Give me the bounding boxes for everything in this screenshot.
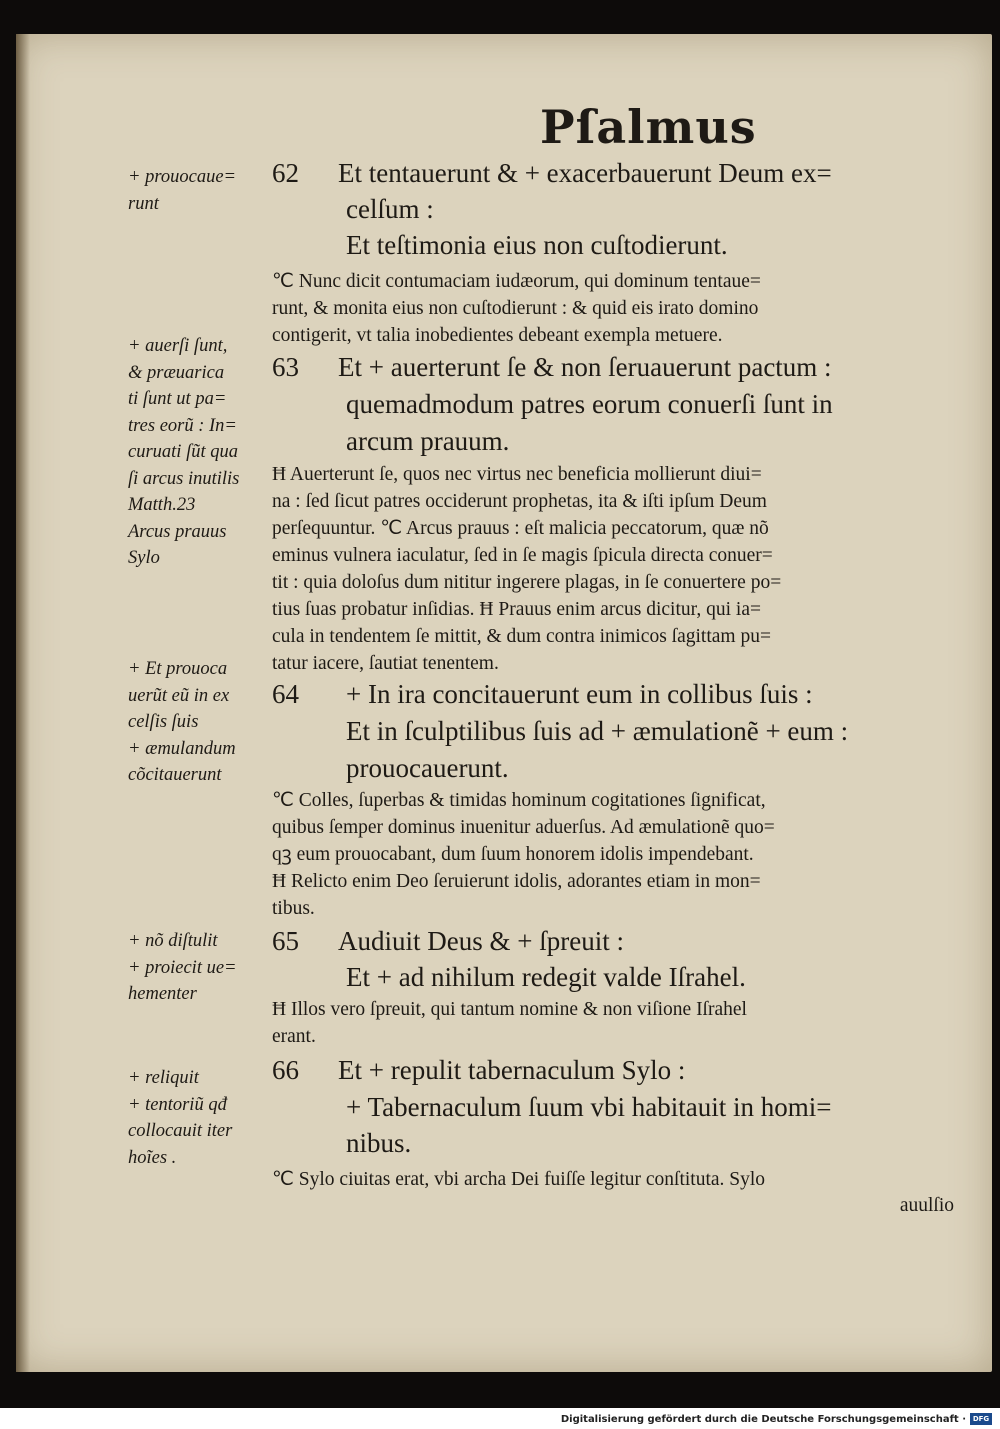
commentary-line: tibus. [272,898,315,919]
running-heading: Pſalmus [540,100,757,154]
verse-line: Et + ad nihilum redegit valde Iſrahel. [346,962,746,992]
verse-number: 62 [272,158,299,188]
margin-note [128,928,268,1008]
margin-note-line: celſis ſuis [128,712,199,732]
verse-line: celſum : [346,194,434,224]
margin-note-line: uerũt eũ in ex [128,685,230,706]
margin-note-line: + Et prouoca [128,659,228,679]
margin-note [128,656,268,789]
margin-note-line: ti ſunt ut pa= [128,389,227,409]
margin-note-line: hoĩes . [128,1147,177,1168]
verse-line: Audiuit Deus & + ſpreuit : [338,926,624,956]
commentary-block [272,268,962,349]
dfg-logo-icon: DFG [970,1413,992,1425]
catchword: auulſio [899,1195,954,1216]
commentary-line: ℃ Colles, ſuperbas & timidas hominum cogitationes ſignificat, [272,790,766,811]
commentary-line: cula in tendentem ſe mittit, & dum contra inimicos ſagittam pu= [272,626,771,647]
verse-line: Et + auerterunt ſe & non ſeruauerunt pactum : [338,352,832,382]
margin-note-line: Arcus prauus [128,521,227,542]
margin-note-line: Sylo [128,548,160,568]
margin-note-line: collocauit iter [128,1121,233,1141]
verse-line: Et + repulit tabernaculum Sylo : [338,1055,686,1085]
margin-note-line: & præuarica [128,362,225,383]
page-gutter-shadow [16,34,30,1372]
margin-note-line: hementer [128,984,197,1004]
margin-note-line: Matth.23 [128,495,196,515]
verse-number: 65 [272,926,299,956]
verse-line: arcum prauum. [346,426,510,456]
commentary-line: Ħ Illos vero ſpreuit, qui tantum nomine & non viſione Iſrahel [272,999,747,1020]
commentary-block [272,461,962,677]
commentary-line: ℃ Sylo ciuitas erat, vbi archa Dei fuiſſe legitur conſtituta. Sylo [272,1169,766,1190]
margin-note-line: + proiecit ue= [128,957,237,978]
commentary-block [272,1166,962,1193]
margin-note [128,164,268,217]
commentary-line: tatur iacere, ſautiat tenentem. [272,653,499,674]
commentary-line: tit : quia doloſus dum nititur ingerere plagas, in ſe conuertere po= [272,572,782,593]
commentary-line: perſequuntur. ℃ Arcus prauus : eſt malicia peccatorum, quæ nõ [272,518,769,539]
footer-text: Digitalisierung gefördert durch die Deutsche Forschungsgemeinschaft · [560,1413,966,1425]
verse-line: Et tentauerunt & + exacerbauerunt Deum ex= [338,158,832,188]
commentary-line: quibus ſemper dominus inuenitur aduerſus. Ad æmulationẽ quo= [272,817,775,838]
verse-line: + Tabernaculum ſuum vbi habitauit in homi= [346,1092,832,1122]
verse-number: 64 [272,679,299,709]
commentary-line: na : ſed ſicut patres occiderunt prophetas, ita & iſti ipſum Deum [272,491,767,512]
commentary-line: Ħ Auerterunt ſe, quos nec virtus nec beneficia mollierunt diui= [272,464,762,485]
margin-note-line: + reliquit [128,1068,199,1088]
margin-note-line: ſi arcus inutilis [128,468,240,489]
verse-line: Et teſtimonia eius non cuſtodierunt. [346,230,728,260]
commentary-line: qꝫ eum prouocabant, dum ſuum honorem idolis impendebant. [272,844,754,865]
margin-note-line: + nõ diſtulit [128,931,218,951]
commentary-line: ℃ Nunc dicit contumaciam iudæorum, qui dominum tentaue= [272,271,761,292]
digitization-footer [561,1411,992,1427]
margin-note-line: runt [128,193,159,214]
verse-line: prouocauerunt. [346,753,509,783]
verse-number: 66 [272,1055,299,1085]
commentary-line: Ħ Relicto enim Deo ſeruierunt idolis, adorantes etiam in mon= [272,871,761,892]
margin-note-line: + æmulandum [128,738,236,759]
commentary-line: runt, & monita eius non cuſtodierunt : & quid eis irato domino [272,298,759,319]
commentary-line: eminus vulnera iaculatur, ſed in ſe magis ſpicula directa conuer= [272,545,773,566]
verse-line: nibus. [346,1128,412,1158]
verse-line: + In ira concitauerunt eum in collibus ſuis : [346,679,813,709]
commentary-block [272,996,962,1050]
commentary-block [272,787,962,922]
verse-line: quemadmodum patres eorum conuerſi ſunt in [346,389,833,419]
commentary-line: erant. [272,1026,316,1047]
margin-note-line: cõcitauerunt [128,765,222,785]
commentary-line: contigerit, vt talia inobedientes debeant exempla metuere. [272,325,723,346]
margin-note [128,1065,268,1171]
margin-note-line: + tentoriũ qđ [128,1094,227,1115]
margin-note [128,333,268,572]
commentary-line: tius ſuas probatur inſidias. Ħ Prauus enim arcus dicitur, qui ia= [272,599,761,620]
verse-number: 63 [272,352,299,382]
margin-note-line: curuati ſũt qua [128,442,238,462]
margin-note-line: + prouocaue= [128,167,237,187]
margin-note-line: + auerſi ſunt, [128,336,228,356]
margin-note-line: tres eorũ : In= [128,415,237,436]
verse-line: Et in ſculptilibus ſuis ad + æmulationẽ + eum : [346,716,849,746]
